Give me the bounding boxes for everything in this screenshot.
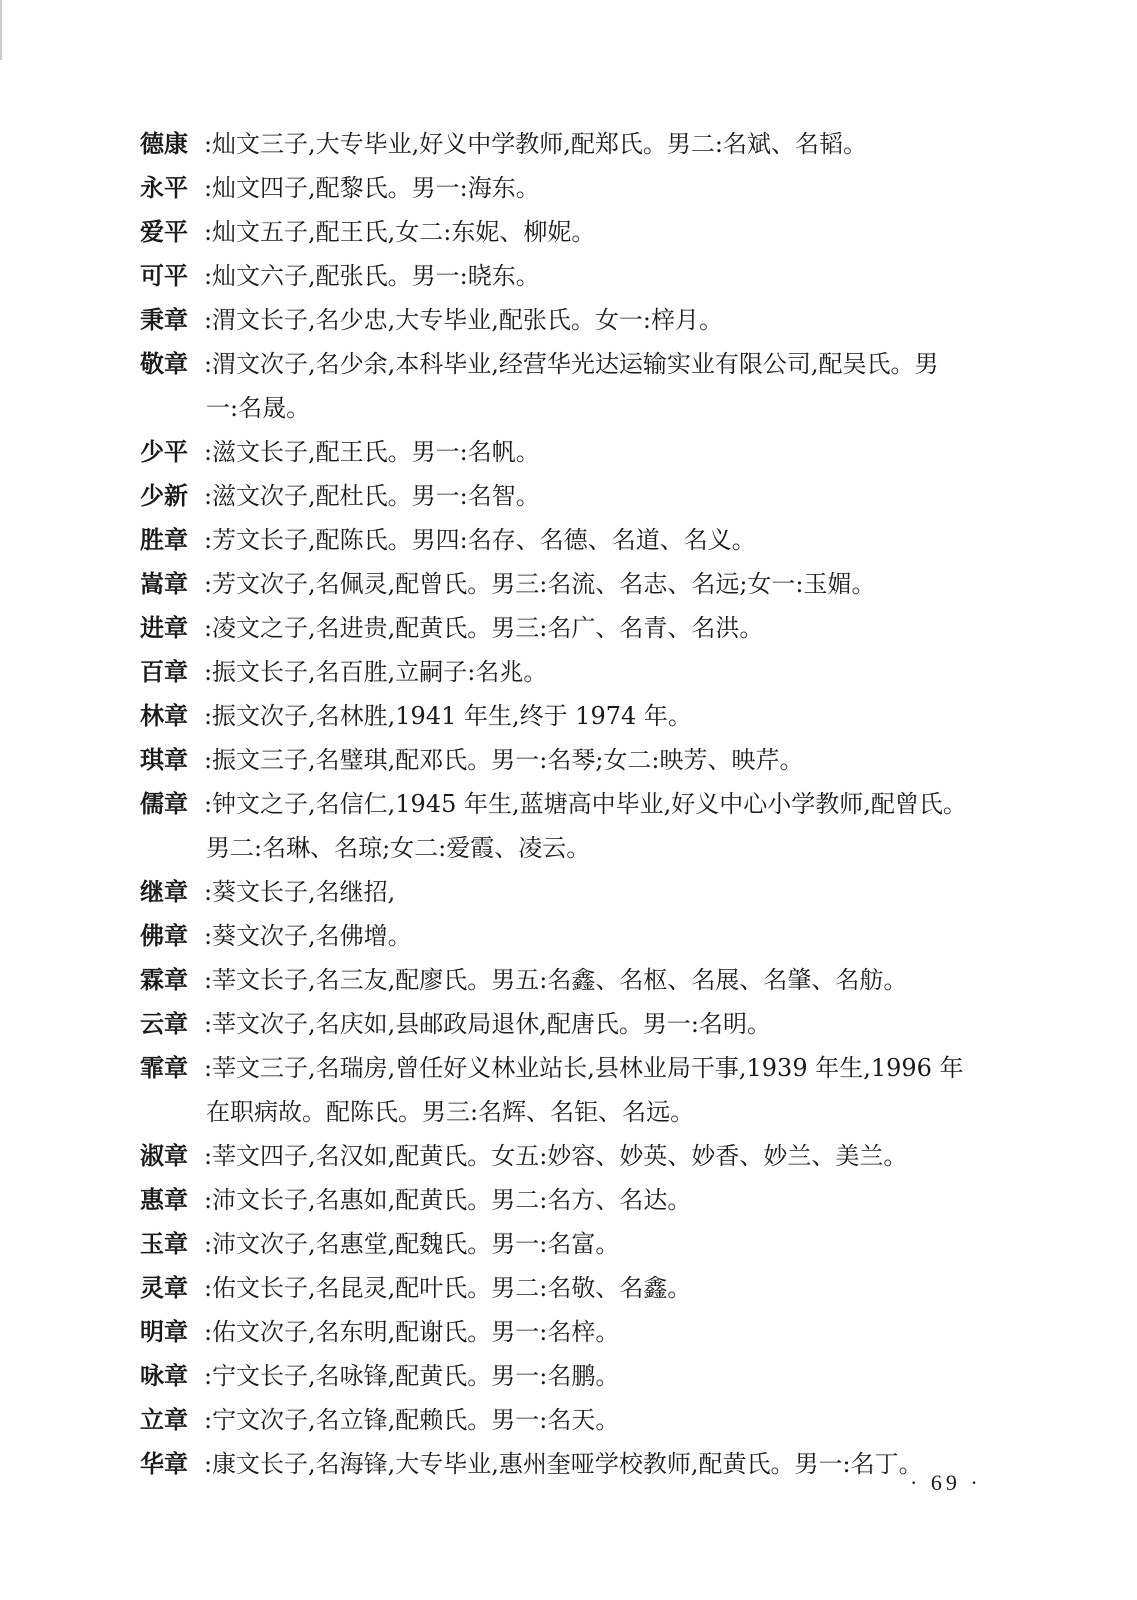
- entry-text: 莘文三子,名瑞房,曾任好义林业站长,县林业局干事,1939 年生,1996 年: [212, 1054, 964, 1082]
- entry-text: 莘文次子,名庆如,县邮政局退休,配唐氏。男一:名明。: [212, 1010, 771, 1038]
- genealogy-entry: [140, 1310, 1020, 1354]
- entry-name: 淑章: [140, 1142, 188, 1170]
- entry-text: 康文长子,名海锋,大专毕业,惠州奎哑学校教师,配黄氏。男一:名丁。: [212, 1450, 923, 1478]
- entry-text: 宁文长子,名咏锋,配黄氏。男一:名鹏。: [212, 1362, 620, 1390]
- genealogy-entry: [140, 1442, 1020, 1486]
- entry-name: 进章: [140, 614, 188, 642]
- genealogy-entry: [140, 210, 1020, 254]
- genealogy-entry: [140, 738, 1020, 782]
- entry-separator: :: [204, 174, 213, 202]
- entry-text: 振文三子,名璧琪,配邓氏。男一:名琴;女二:映芳、映芹。: [212, 746, 804, 774]
- entry-name: 永平: [140, 174, 188, 202]
- genealogy-entry: [140, 1178, 1020, 1222]
- entry-name: 儒章: [140, 790, 188, 818]
- entry-name: 百章: [140, 658, 188, 686]
- entry-text: 沛文次子,名惠堂,配魏氏。男一:名富。: [212, 1230, 620, 1258]
- entry-name: 少新: [140, 482, 188, 510]
- entry-text: 佑文长子,名昆灵,配叶氏。男二:名敬、名鑫。: [212, 1274, 692, 1302]
- entry-text: 滋文次子,配杜氏。男一:名智。: [212, 482, 540, 510]
- entry-text: 渭文长子,名少忠,大专毕业,配张氏。女一:梓月。: [212, 306, 723, 334]
- genealogy-entry: [140, 870, 1020, 914]
- entry-separator: :: [204, 1362, 213, 1390]
- entry-separator: :: [204, 966, 213, 994]
- entry-name: 明章: [140, 1318, 188, 1346]
- entry-text: 钟文之子,名信仁,1945 年生,蓝塘高中毕业,好义中心小学教师,配曾氏。: [212, 790, 967, 818]
- entry-separator: :: [204, 878, 213, 906]
- entry-separator: :: [204, 1054, 213, 1082]
- entry-text: 滋文长子,配王氏。男一:名帆。: [212, 438, 540, 466]
- entry-separator: :: [204, 306, 213, 334]
- genealogy-entry: [140, 1354, 1020, 1398]
- entry-name: 少平: [140, 438, 188, 466]
- genealogy-entry: [140, 298, 1020, 342]
- entry-text: 沛文长子,名惠如,配黄氏。男二:名方、名达。: [212, 1186, 692, 1214]
- entry-name: 惠章: [140, 1186, 188, 1214]
- genealogy-entry: [140, 606, 1020, 650]
- entry-separator: :: [204, 1406, 213, 1434]
- entry-name: 嵩章: [140, 570, 188, 598]
- entry-separator: :: [204, 1274, 213, 1302]
- entry-separator: :: [204, 746, 213, 774]
- genealogy-entry: [140, 958, 1020, 1002]
- entry-separator: :: [204, 526, 213, 554]
- entry-text: 渭文次子,名少余,本科毕业,经营华光达运输实业有限公司,配吴氏。男: [212, 350, 939, 378]
- entry-text: 葵文长子,名继招,: [212, 878, 396, 906]
- entry-name: 可平: [140, 262, 188, 290]
- entry-name: 德康: [140, 130, 188, 158]
- genealogy-entry: [140, 1002, 1020, 1046]
- entry-separator: :: [204, 1010, 213, 1038]
- entry-separator: :: [204, 218, 213, 246]
- entry-name: 秉章: [140, 306, 188, 334]
- entry-separator: :: [204, 438, 213, 466]
- entry-name: 霏章: [140, 1054, 188, 1082]
- entry-name: 胜章: [140, 526, 188, 554]
- entry-separator: :: [204, 1230, 213, 1258]
- entry-name: 玉章: [140, 1230, 188, 1258]
- genealogy-entry: [140, 518, 1020, 562]
- entry-text: 灿文四子,配黎氏。男一:海东。: [212, 174, 540, 202]
- entry-separator: :: [204, 350, 213, 378]
- entry-text: 芳文次子,名佩灵,配曾氏。男三:名流、名志、名远;女一:玉媚。: [212, 570, 876, 598]
- entry-name: 琪章: [140, 746, 188, 774]
- entry-name: 继章: [140, 878, 188, 906]
- genealogy-entry: [140, 254, 1020, 298]
- page-number: · 69 ·: [910, 1470, 982, 1495]
- genealogy-entry: [140, 1222, 1020, 1266]
- entry-text: 莘文四子,名汉如,配黄氏。女五:妙容、妙英、妙香、妙兰、美兰。: [212, 1142, 908, 1170]
- entry-separator: :: [204, 1142, 213, 1170]
- entry-separator: :: [204, 1318, 213, 1346]
- entry-name: 爱平: [140, 218, 188, 246]
- genealogy-entry: [140, 430, 1020, 474]
- entry-text: 灿文五子,配王氏,女二:东妮、柳妮。: [212, 218, 596, 246]
- entry-separator: :: [204, 790, 213, 818]
- entry-name: 林章: [140, 702, 188, 730]
- genealogy-entry: [140, 1398, 1020, 1442]
- entry-name: 佛章: [140, 922, 188, 950]
- genealogy-entry: [140, 122, 1020, 166]
- entry-text: 振文长子,名百胜,立嗣子:名兆。: [212, 658, 548, 686]
- entry-separator: :: [204, 130, 213, 158]
- entry-separator: :: [204, 922, 213, 950]
- entry-separator: :: [204, 262, 213, 290]
- genealogy-entry: [140, 474, 1020, 518]
- entry-text-continuation: 男二:名琳、名琼;女二:爱霞、凌云。: [206, 834, 591, 862]
- entry-separator: :: [204, 570, 213, 598]
- entry-separator: :: [204, 658, 213, 686]
- entry-text: 佑文次子,名东明,配谢氏。男一:名梓。: [212, 1318, 620, 1346]
- genealogy-entry: [140, 1046, 1020, 1134]
- entry-name: 立章: [140, 1406, 188, 1434]
- entry-text-continuation: 一:名晟。: [206, 394, 311, 422]
- scan-edge-mark: [0, 0, 2, 60]
- genealogy-entry: [140, 342, 1020, 430]
- entry-text: 灿文六子,配张氏。男一:晓东。: [212, 262, 540, 290]
- entry-name: 灵章: [140, 1274, 188, 1302]
- genealogy-entry: [140, 914, 1020, 958]
- genealogy-entry: [140, 166, 1020, 210]
- entry-separator: :: [204, 1450, 213, 1478]
- genealogy-entries: [140, 122, 1020, 1486]
- entry-name: 华章: [140, 1450, 188, 1478]
- entry-separator: :: [204, 1186, 213, 1214]
- entry-name: 霖章: [140, 966, 188, 994]
- entry-text: 灿文三子,大专毕业,好义中学教师,配郑氏。男二:名斌、名韬。: [212, 130, 867, 158]
- genealogy-entry: [140, 650, 1020, 694]
- entry-text: 振文次子,名林胜,1941 年生,终于 1974 年。: [212, 702, 692, 730]
- entry-name: 咏章: [140, 1362, 188, 1390]
- entry-text: 宁文次子,名立锋,配赖氏。男一:名天。: [212, 1406, 620, 1434]
- genealogy-entry: [140, 694, 1020, 738]
- genealogy-entry: [140, 1134, 1020, 1178]
- entry-separator: :: [204, 702, 213, 730]
- entry-text-continuation: 在职病故。配陈氏。男三:名辉、名钜、名远。: [206, 1098, 695, 1126]
- entry-separator: :: [204, 614, 213, 642]
- genealogy-entry: [140, 562, 1020, 606]
- entry-name: 云章: [140, 1010, 188, 1038]
- entry-text: 葵文次子,名佛增。: [212, 922, 412, 950]
- genealogy-entry: [140, 1266, 1020, 1310]
- entry-separator: :: [204, 482, 213, 510]
- entry-text: 莘文长子,名三友,配廖氏。男五:名鑫、名枢、名展、名肇、名舫。: [212, 966, 908, 994]
- entry-text: 芳文长子,配陈氏。男四:名存、名德、名道、名义。: [212, 526, 756, 554]
- genealogy-entry: [140, 782, 1020, 870]
- entry-text: 凌文之子,名进贵,配黄氏。男三:名广、名青、名洪。: [212, 614, 764, 642]
- entry-name: 敬章: [140, 350, 188, 378]
